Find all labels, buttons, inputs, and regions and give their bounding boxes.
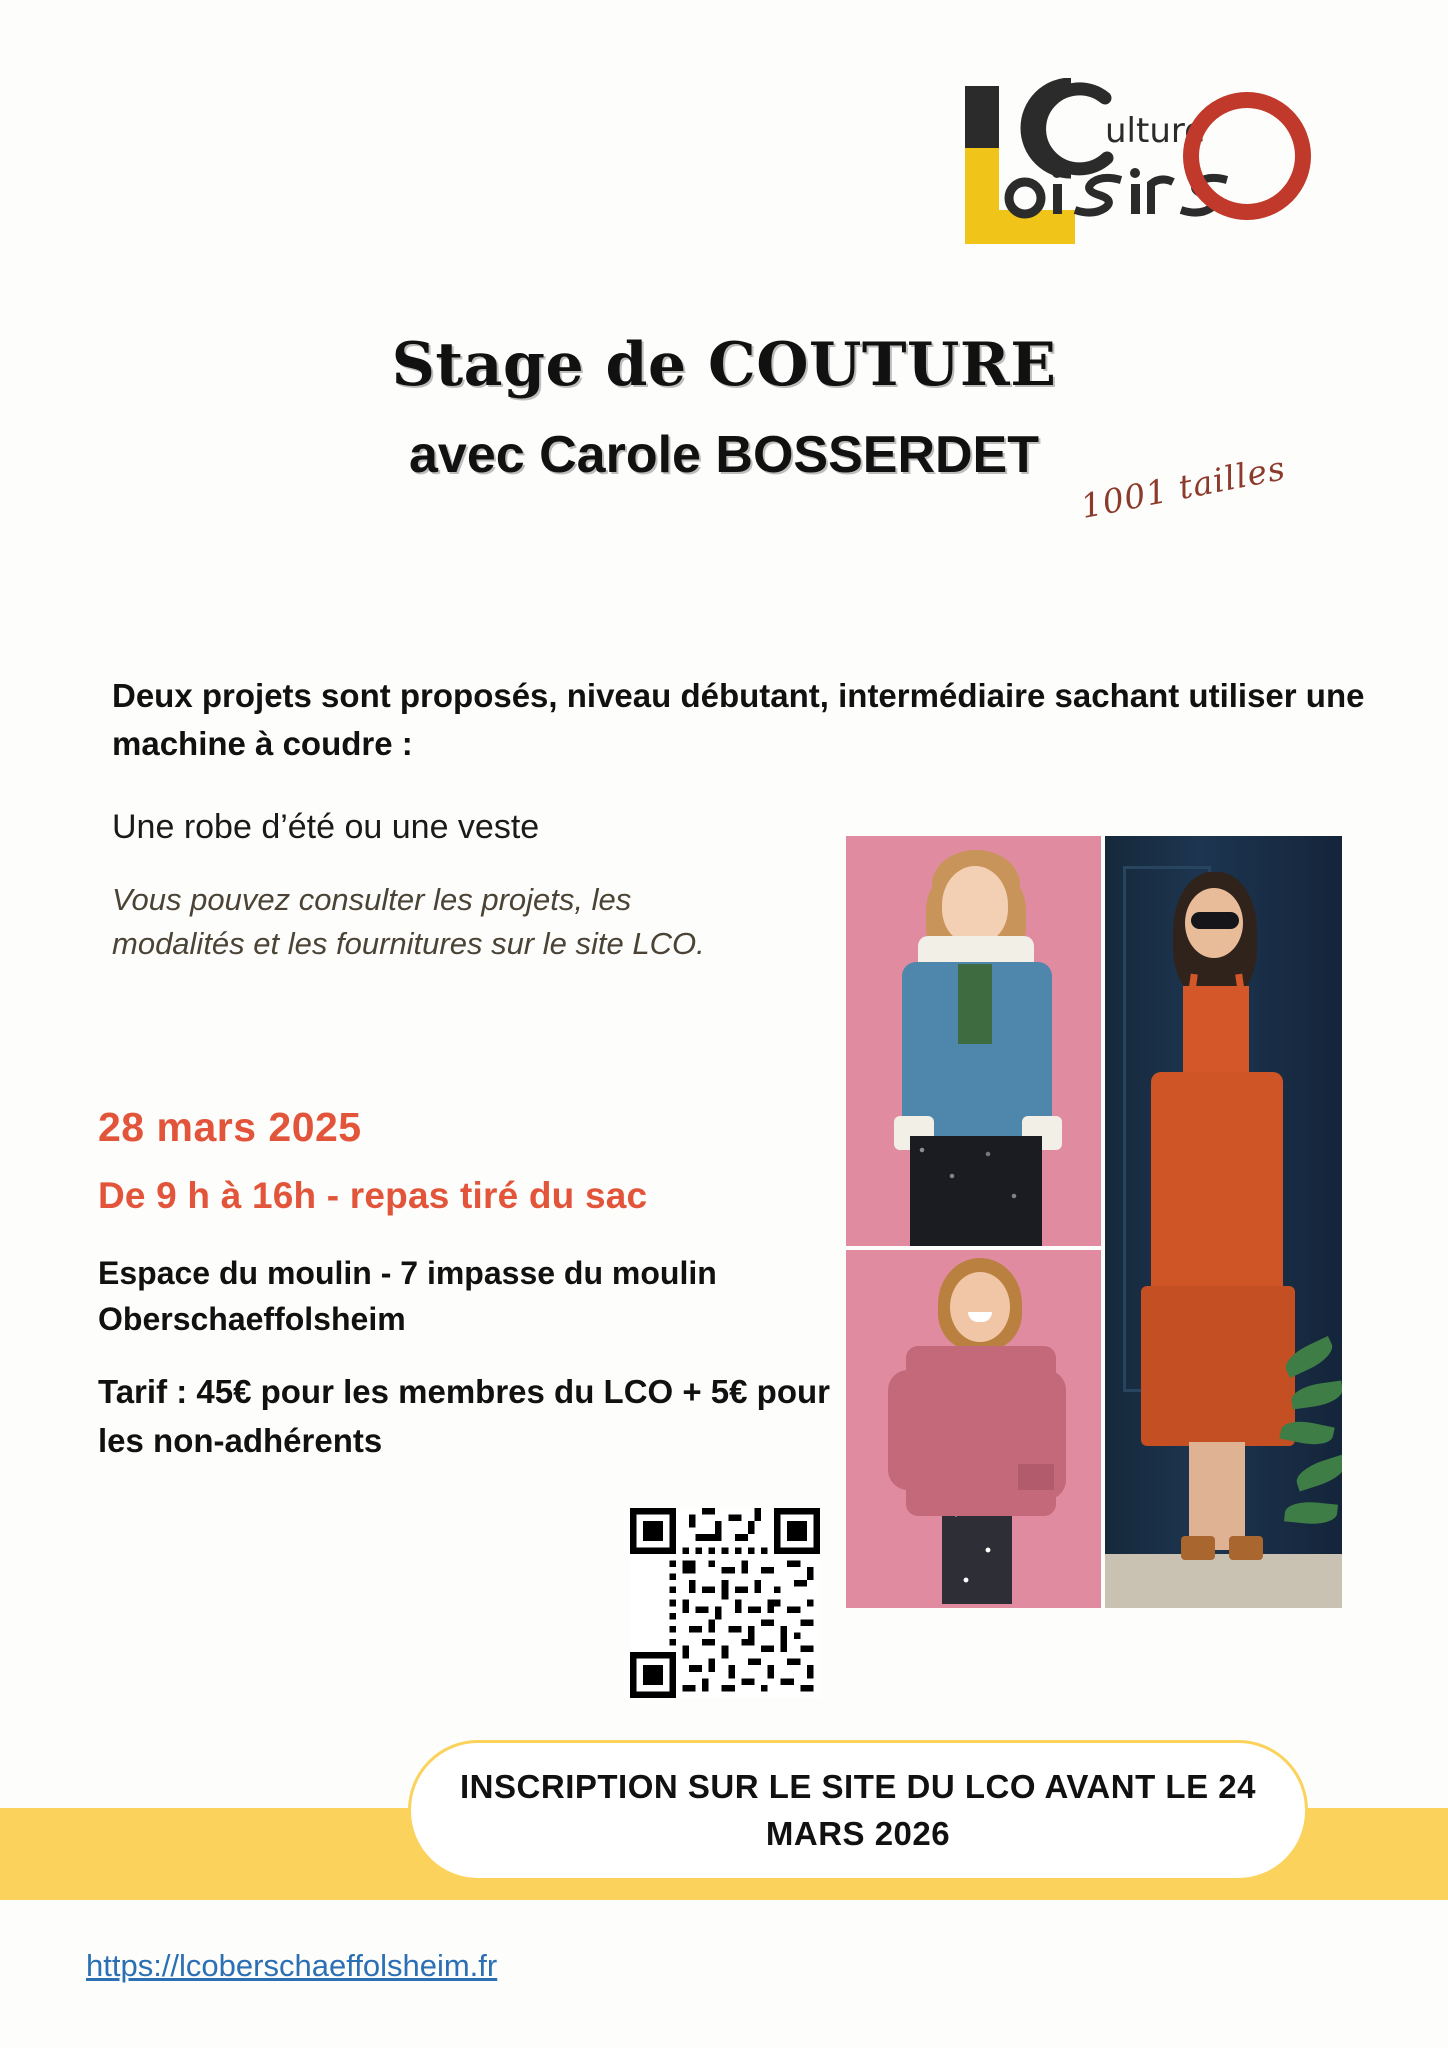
lco-logo	[955, 78, 1325, 248]
dress-photo	[1105, 836, 1342, 1608]
qr-code-icon[interactable]	[630, 1508, 820, 1698]
intro-paragraph: Deux projets sont proposés, niveau débutant, intermédiaire sachant utiliser une machine à coudre :	[112, 677, 1365, 762]
website-link[interactable]: https://lcoberschaeffolsheim.fr	[86, 1948, 498, 1983]
pink-jacket-photo	[846, 1250, 1101, 1608]
event-hours: De 9 h à 16h - repas tiré du sac	[98, 1175, 648, 1216]
jacket-photo	[846, 836, 1101, 1246]
event-price: Tarif : 45€ pour les membres du LCO + 5€ pour les non-adhérents	[98, 1373, 830, 1459]
page-title: Stage de COUTURE	[391, 330, 1057, 400]
page-subtitle: avec Carole BOSSERDET	[408, 426, 1040, 484]
brand-script-label: 1001 tailles	[1077, 448, 1289, 526]
event-date: 28 mars 2025	[98, 1104, 362, 1150]
projects-line: Une robe d’été ou une veste	[112, 808, 540, 846]
event-venue: Espace du moulin - 7 impasse du moulin Oberschaeffolsheim	[98, 1255, 717, 1338]
consult-note: Vous pouvez consulter les projets, les modalités et les fournitures sur le site LCO.	[112, 882, 705, 962]
svg-text:ulture: ulture	[1105, 111, 1206, 151]
photo-collage	[846, 836, 1342, 1608]
inscription-banner: INSCRIPTION SUR LE SITE DU LCO AVANT LE 24 MARS 2026	[408, 1740, 1308, 1881]
